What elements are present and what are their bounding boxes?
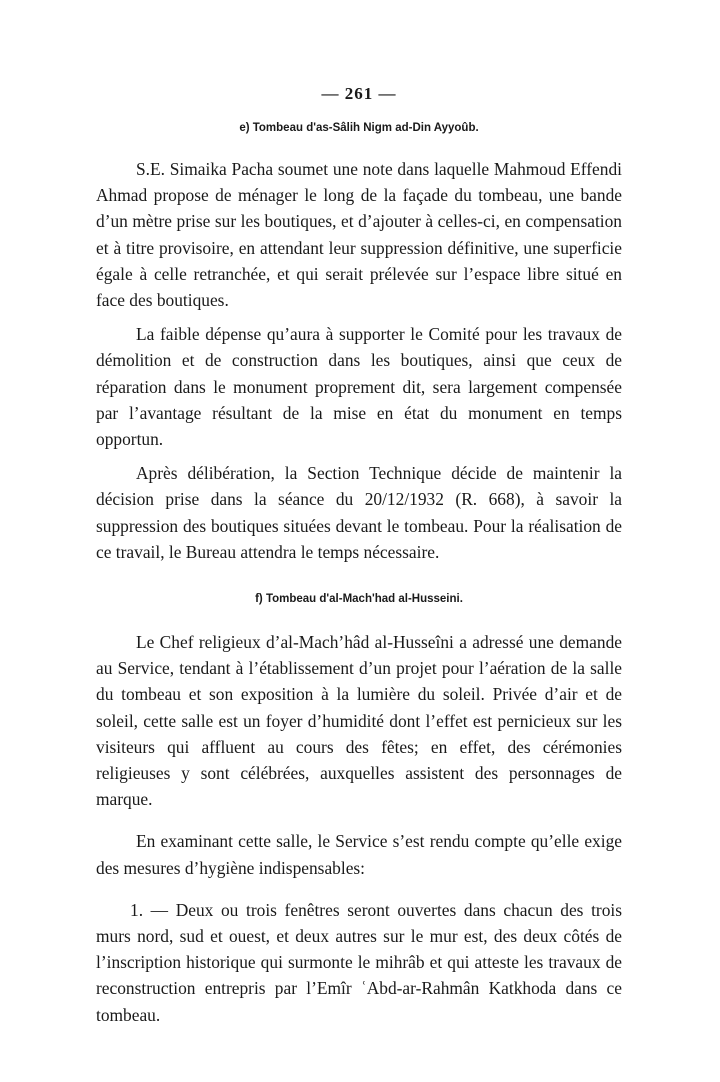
section-heading-e: e) Tombeau d'as-Sâlih Nigm ad-Din Ayyoûb. xyxy=(239,122,479,134)
section-heading-f: f) Tombeau d'al-Mach'had al-Husseini. xyxy=(255,593,463,606)
paragraph: La faible dépense qu’aura à supporter le Comité pour les travaux de démolition et de construction dans les boutiques, ainsi que ceux de réparation dans le monument proprement dit, sera largement compensée par l’avantage résultant de la mise en état du monument en temps opportun. xyxy=(96,324,622,450)
paragraph: En examinant cette salle, le Service s’est rendu compte qu’elle exige des mesures d’hygiène indispensables: xyxy=(96,831,622,878)
paragraph: Après délibération, la Section Technique décide de maintenir la décision prise dans la séance du 20/12/1932 (R. 668), à savoir la suppression des boutiques situées devant le tombeau. Pour la réalisation de ce travail, le Bureau attendra le temps nécessaire. xyxy=(96,463,622,562)
document-page xyxy=(96,84,622,1036)
numbered-paragraph: 1. — Deux ou trois fenêtres seront ouvertes dans chacun des trois murs nord, sud et ouest, et deux autres sur le mur est, des deux côtés de l’inscription historique qui surmonte le mihrâb et qui atteste les travaux de reconstruction entrepris par l’Emîr ʿAbd-ar-Rahmân Katkhoda dans ce tombeau. xyxy=(96,899,622,1025)
paragraph: Le Chef religieux d’al-Mach’hâd al-Husseîni a adressé une demande au Service, tendant à l’établissement d’un projet pour l’aération de la salle du tombeau et son exposition à la lumière du soleil. Privée d’air et de soleil, cette salle est un foyer d’humidité dont l’effet est pernicieux sur les visiteurs qui affluent au cours des fêtes; en effet, des cérémonies religieuses y sont célébrées, auxquelles assistent des personnages de marque. xyxy=(96,632,622,810)
paragraph: S.E. Simaika Pacha soumet une note dans laquelle Mahmoud Effendi Ahmad propose de ménager le long de la façade du tombeau, une bande d’un mètre prise sur les boutiques, et d’ajouter à celles-ci, en compensation et à titre provisoire, en attendant leur suppression définitive, une superficie égale à celle retranchée, et qui serait prélevée sur l’espace libre situé en face des boutiques. xyxy=(96,159,622,311)
page-number: — 261 — xyxy=(321,84,397,103)
